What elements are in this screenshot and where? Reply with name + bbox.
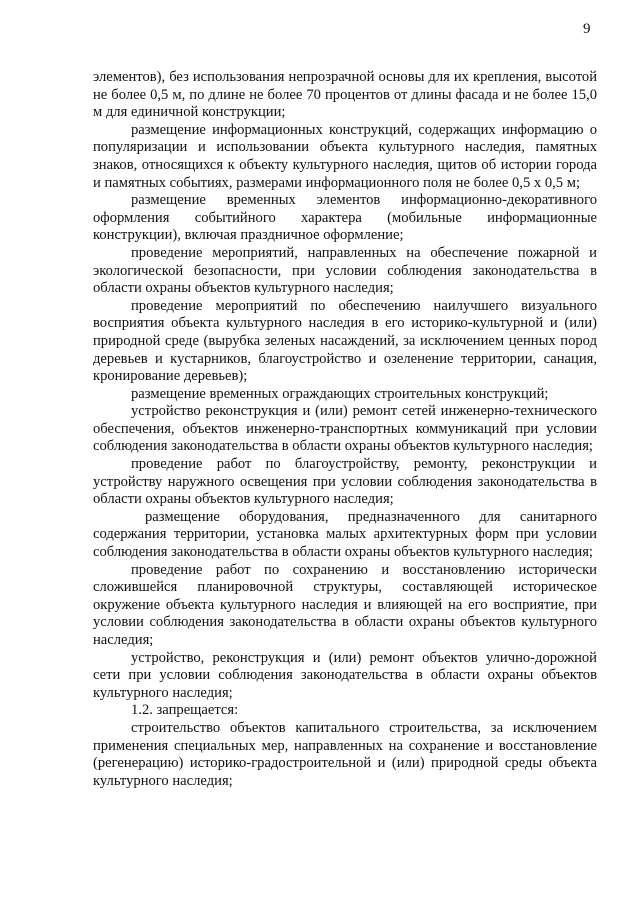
paragraph-planning-structure: проведение работ по сохранению и восстановлению исторически сложившейся планировочной структуры, составляющей историческое окружение объекта культурного наследия и влияющей на его восприятие, при условии соблюдения законодательства в области охраны объектов культурного наследия; bbox=[93, 561, 597, 648]
paragraph-landscaping-lighting: проведение работ по благоустройству, ремонту, реконструкции и устройству наружного освещения при условии соблюдения законодательства в области охраны объектов культурного наследия; bbox=[93, 456, 597, 508]
paragraph-visual-perception: проведение мероприятий по обеспечению наилучшего визуального восприятия объекта культурного наследия в его историко-культурной и (или) природной среде (вырубка зеленых насаждений, за исключением ценных пород деревьев и кустарников, благоустройство и озеленение территории, санация, кронирование деревьев); bbox=[93, 297, 597, 385]
page-number: 9 bbox=[583, 21, 591, 37]
paragraph-temporary-fences: размещение временных ограждающих строительных конструкций; bbox=[131, 385, 549, 402]
paragraph-capital-construction: строительство объектов капитального строительства, за исключением применения специальных мер, направленных на сохранение и восстановление (регенерацию) историко-градостроительной и (или) природной среды объекта культурного наследия; bbox=[93, 719, 597, 789]
paragraph-info-constructions: размещение информационных конструкций, содержащих информацию о популяризации и использовании объекта культурного наследия, памятных знаков, относящихся к объекту культурного наследия, щитов об истории города и памятных событиях, размерами информационного поля не более 0,5 х 0,5 м; bbox=[93, 121, 597, 191]
paragraph-continuation: элементов), без использования непрозрачной основы для их крепления, высотой не более 0,5 м, по длине не более 70 процентов от длины фасада и не более 15,0 м для единичной конструкции; bbox=[93, 69, 597, 121]
paragraph-fire-safety: проведение мероприятий, направленных на обеспечение пожарной и экологической безопасности, при условии соблюдения законодательства в области охраны объектов культурного наследия; bbox=[93, 244, 597, 297]
paragraph-sanitary-equipment: размещение оборудования, предназначенного для санитарного содержания территории, установка малых архитектурных форм при условии соблюдения законодательства в области охраны объектов культурного наследия; bbox=[93, 508, 597, 561]
paragraph-road-network: устройство, реконструкция и (или) ремонт объектов улично-дорожной сети при условии соблюдения законодательства в области охраны объектов культурного наследия; bbox=[93, 649, 597, 701]
paragraph-engineering-networks: устройство реконструкция и (или) ремонт сетей инженерно-технического обеспечения, объектов инженерно-транспортных коммуникаций при условии соблюдения законодательства в области охраны объектов культурного наследия; bbox=[93, 403, 597, 455]
document-body bbox=[93, 69, 597, 790]
section-heading-prohibited: 1.2. запрещается: bbox=[131, 702, 239, 719]
paragraph-temporary-decor: размещение временных элементов информационно-декоративного оформления событийного характера (мобильные информационные конструкции), включая праздничное оформление; bbox=[93, 192, 597, 244]
